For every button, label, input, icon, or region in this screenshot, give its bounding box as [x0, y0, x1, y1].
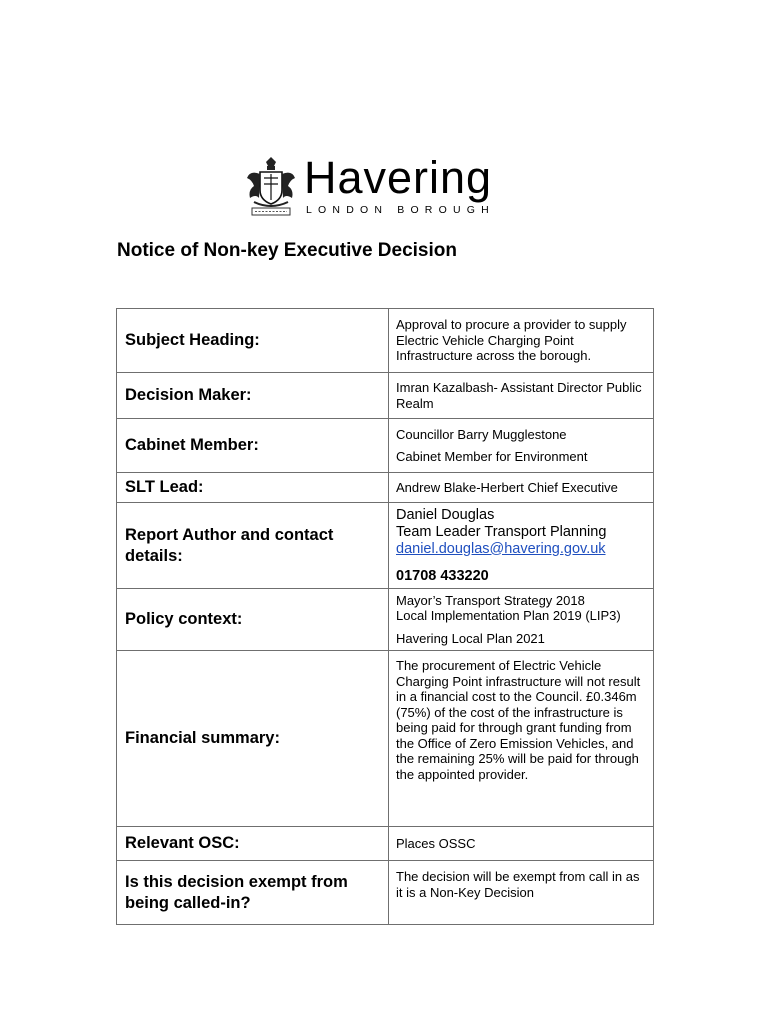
author-name: Daniel Douglas — [396, 506, 495, 523]
relevant-osc-value: Places OSSC — [389, 827, 654, 861]
call-in-label: Is this decision exempt from being called-in? — [117, 861, 389, 925]
slt-lead-value: Andrew Blake-Herbert Chief Executive — [389, 473, 654, 503]
slt-lead-label: SLT Lead: — [117, 473, 389, 503]
cabinet-member-value — [389, 419, 654, 473]
cabinet-member-name: Councillor Barry Mugglestone — [396, 426, 567, 442]
report-author-value — [389, 503, 654, 589]
author-role: Team Leader Transport Planning — [396, 523, 607, 540]
table-row — [117, 503, 654, 589]
subject-heading-value: Approval to procure a provider to supply Electric Vehicle Charging Point Infrastructure across the borough. — [389, 309, 654, 373]
table-row — [117, 373, 654, 419]
page-title: Notice of Non-key Executive Decision — [117, 240, 457, 261]
policy-context-label: Policy context: — [117, 589, 389, 651]
borough-crest-icon — [244, 156, 298, 218]
table-row — [117, 309, 654, 373]
cabinet-member-label: Cabinet Member: — [117, 419, 389, 473]
havering-logo — [244, 152, 524, 218]
decision-table — [116, 308, 654, 925]
decision-maker-value: Imran Kazalbash- Assistant Director Public Realm — [389, 373, 654, 419]
policy-context-value — [389, 589, 654, 651]
author-phone: 01708 433220 — [396, 567, 489, 584]
logo-subtitle: LONDON BOROUGH — [306, 204, 495, 216]
table-row — [117, 589, 654, 651]
author-email-link[interactable]: daniel.douglas@havering.gov.uk — [396, 540, 606, 557]
policy-line: Local Implementation Plan 2019 (LIP3) — [396, 608, 621, 624]
relevant-osc-label: Relevant OSC: — [117, 827, 389, 861]
policy-line: Havering Local Plan 2021 — [396, 630, 545, 646]
policy-line: Mayor’s Transport Strategy 2018 — [396, 592, 585, 608]
report-author-label: Report Author and contact details: — [117, 503, 389, 589]
table-row — [117, 827, 654, 861]
table-row — [117, 651, 654, 827]
financial-summary-label: Financial summary: — [117, 651, 389, 827]
table-row — [117, 861, 654, 925]
table-row — [117, 419, 654, 473]
logo-wordmark: Havering — [304, 152, 493, 203]
table-row — [117, 473, 654, 503]
call-in-value: The decision will be exempt from call in as it is a Non-Key Decision — [389, 861, 654, 925]
subject-heading-label: Subject Heading: — [117, 309, 389, 373]
decision-maker-label: Decision Maker: — [117, 373, 389, 419]
cabinet-member-portfolio: Cabinet Member for Environment — [396, 449, 588, 464]
financial-summary-value: The procurement of Electric Vehicle Charging Point infrastructure will not result in a financial cost to the Council. £0.346m (75%) of the cost of the infrastructure is being paid for through grant funding from the Office of Zero Emission Vehicles, and the remaining 25% will be paid for through the appointed provider. — [389, 651, 654, 827]
